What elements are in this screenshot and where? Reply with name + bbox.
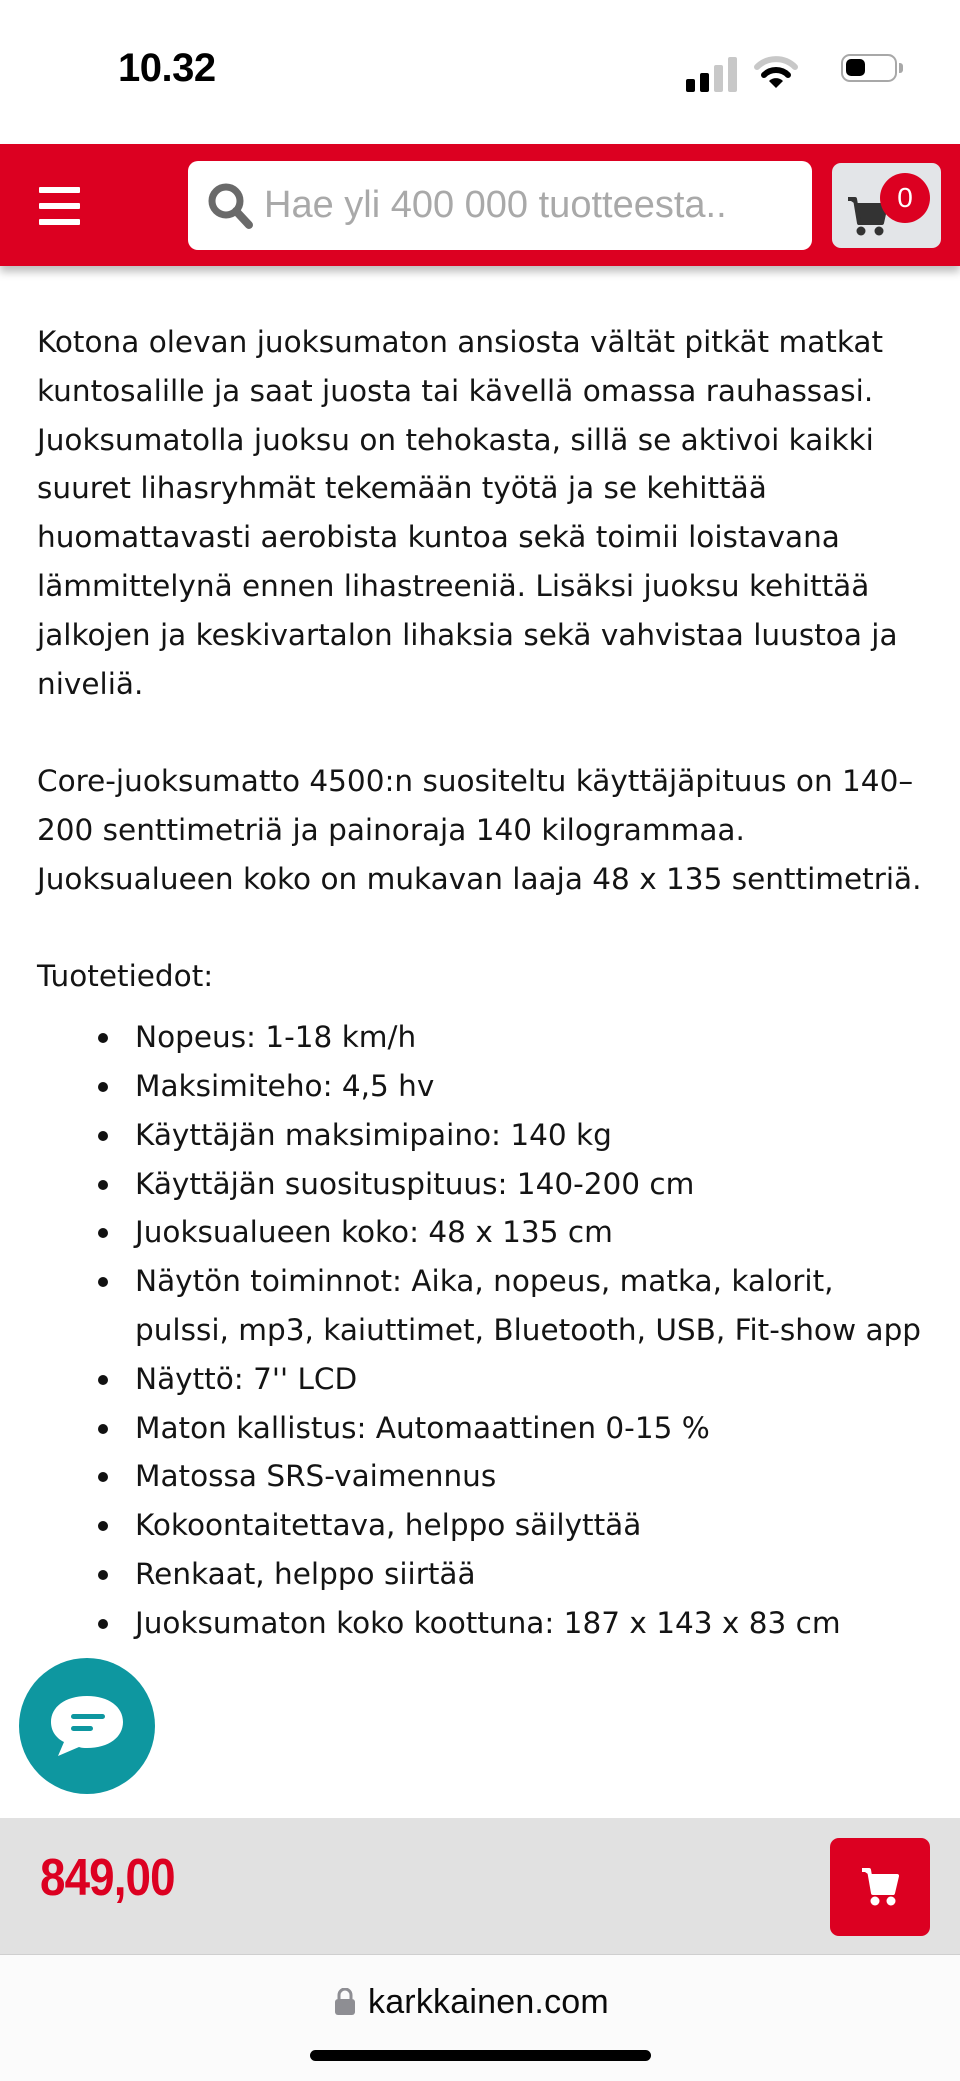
sticky-price-bar — [0, 1818, 960, 1955]
spacer — [37, 904, 927, 953]
spec-item — [37, 1160, 927, 1209]
product-price: 849,00 — [40, 1849, 175, 1907]
spec-item — [37, 1599, 927, 1648]
description-paragraph: Core-juoksumatto 4500:n suositeltu käyttäjäpituus on 140–200 senttimetriä ja painoraja 140 kilogrammaa. Juoksualueen koko on mukavan laaja 48 x 135 senttimetriä. — [37, 764, 922, 896]
bullet-icon — [98, 1180, 108, 1190]
battery-tip — [899, 63, 903, 73]
url-text[interactable]: karkkainen.com — [368, 1983, 609, 2021]
bullet-icon — [98, 1082, 108, 1092]
battery-icon — [841, 54, 897, 82]
spec-item — [37, 1501, 927, 1550]
description-paragraph: Kotona olevan juoksumaton ansiosta vältät pitkät matkat kuntosalille ja saat juosta tai kävellä omassa rauhassasi. Juoksumatolla juoksu on tehokasta, sillä se aktivoi kaikki suuret lihasryhmät tekemään työtä ja se kehittää huomattavasti aerobista kuntoa sekä toimii loistavana lämmittelynä ennen lihastreeniä. Lisäksi juoksu kehittää jalkojen ja keskivartalon lihaksia sekä vahvistaa luustoa ja niveliä. — [37, 325, 898, 701]
status-time: 10.32 — [118, 46, 216, 90]
spec-item — [37, 1550, 927, 1599]
search-icon — [206, 181, 256, 231]
bullet-icon — [98, 1131, 108, 1141]
chat-bubble-icon — [47, 1692, 127, 1760]
wifi-icon — [754, 54, 798, 90]
header-cart-button[interactable] — [832, 163, 941, 248]
spec-title: Tuotetiedot: — [37, 959, 214, 994]
battery-level — [846, 59, 865, 76]
hamburger-menu-icon — [39, 187, 80, 193]
lock-icon — [335, 1988, 355, 2015]
search-input[interactable] — [264, 173, 794, 237]
bullet-icon — [98, 1619, 108, 1629]
spec-item — [37, 1404, 927, 1453]
spec-item — [37, 1355, 927, 1404]
spec-list — [37, 1013, 927, 1647]
site-header — [0, 144, 960, 266]
hamburger-menu-button[interactable] — [39, 187, 80, 225]
spacer — [37, 708, 927, 757]
hamburger-line — [39, 219, 80, 225]
spec-text: Juoksualueen koko: 48 x 135 cm — [135, 1215, 613, 1250]
spec-text: Maksimiteho: 4,5 hv — [135, 1068, 435, 1103]
spec-item — [37, 1111, 927, 1160]
spec-item — [37, 1013, 927, 1062]
spec-item — [37, 1452, 927, 1501]
bullet-icon — [98, 1277, 108, 1287]
bullet-icon — [98, 1570, 108, 1580]
spec-text: Kokoontaitettava, helppo säilyttää — [135, 1508, 642, 1543]
spec-text: Juoksumaton koko koottuna: 187 x 143 x 83 cm — [135, 1605, 841, 1640]
spec-text: Maton kallistus: Automaattinen 0-15 % — [135, 1410, 710, 1445]
spec-text: Käyttäjän suosituspituus: 140-200 cm — [135, 1166, 695, 1201]
status-bar — [0, 0, 960, 144]
search-box[interactable] — [188, 161, 812, 250]
cart-count-badge: 0 — [880, 173, 930, 223]
spec-item — [37, 1062, 927, 1111]
browser-url-bar[interactable] — [0, 1955, 960, 2081]
spec-item — [37, 1257, 927, 1355]
spec-text: Näyttö: 7'' LCD — [135, 1361, 358, 1396]
spec-text: Näytön toiminnot: Aika, nopeus, matka, kalorit, pulssi, mp3, kaiuttimet, Bluetooth, USB, Fit-show app — [135, 1264, 922, 1347]
home-indicator — [310, 2050, 651, 2061]
spec-text: Käyttäjän maksimipaino: 140 kg — [135, 1117, 612, 1152]
add-to-cart-button[interactable] — [830, 1838, 930, 1936]
spec-text: Nopeus: 1-18 km/h — [135, 1020, 417, 1055]
bullet-icon — [98, 1228, 108, 1238]
bullet-icon — [98, 1521, 108, 1531]
bullet-icon — [98, 1033, 108, 1043]
shopping-cart-icon — [859, 1866, 901, 1908]
spec-item — [37, 1208, 927, 1257]
bullet-icon — [98, 1375, 108, 1385]
chat-button[interactable] — [19, 1658, 155, 1794]
bullet-icon — [98, 1424, 108, 1434]
hamburger-line — [39, 203, 80, 209]
bullet-icon — [98, 1472, 108, 1482]
spec-text: Matossa SRS-vaimennus — [135, 1459, 497, 1494]
spec-text: Renkaat, helppo siirtää — [135, 1556, 476, 1591]
product-description — [37, 318, 927, 1648]
